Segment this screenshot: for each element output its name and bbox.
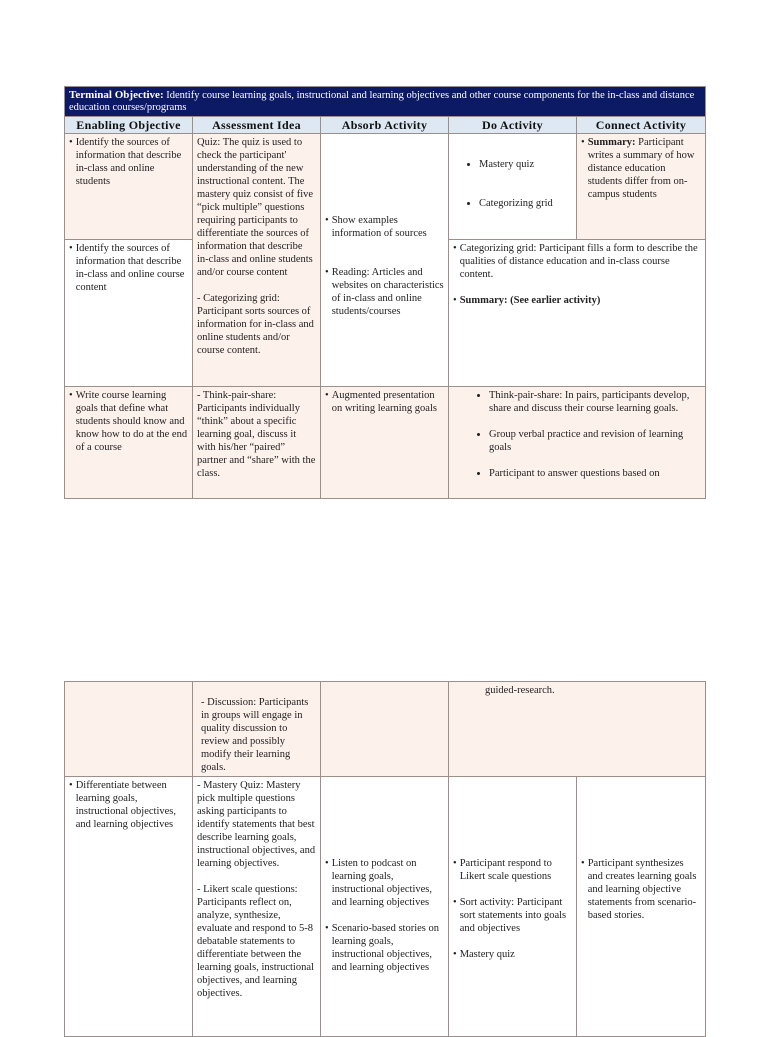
- do-item: Participant respond to Likert scale questions: [459, 858, 552, 882]
- header-absorb-activity: Absorb Activity: [321, 117, 449, 134]
- objectives-table-2: [64, 681, 706, 1037]
- assessment-idea-cell: [193, 777, 321, 1037]
- enabling-objective-cell: • Differentiate between learning goals, instructional objectives, and learning objectives: [65, 777, 193, 1037]
- do-item: Mastery quiz: [459, 949, 515, 960]
- assessment-mastery-quiz: - Mastery Quiz: Mastery pick multiple questions asking participants to identify statements that best describe learning goals, instructional objectives, and learning objectives.: [197, 780, 316, 869]
- absorb-item: Augmented presentation on writing learning goals: [331, 390, 437, 414]
- guided-research-text: guided-research.: [485, 685, 555, 696]
- absorb-item: Show examples information of sources: [331, 215, 427, 239]
- assessment-idea-cell: [193, 387, 321, 499]
- do-item: • Participant to answer questions based on: [489, 467, 695, 480]
- do-item: Sort activity: Participant sort statements into goals and objectives: [459, 897, 567, 934]
- assessment-think-pair-share: - Think-pair-share: Participants individually “think” about a specific learning goal, discuss it with his/her “paired” partner and “share” with the class.: [197, 390, 316, 479]
- enabling-objective-cell: • Identify the sources of information that describe in-class and online course content: [65, 240, 193, 387]
- enabling-objective-text: Write course learning goals that define what students should know and know how to do at the end of a course: [75, 390, 188, 453]
- connect-text: Participant synthesizes and creates learning goals and learning objective statements from scenario-based stories.: [587, 858, 697, 921]
- assessment-idea-cell: [193, 682, 321, 777]
- connect-summary-label: Summary:: [587, 137, 636, 148]
- absorb-item: Listen to podcast on learning goals, instructional objectives, and learning objectives: [331, 858, 432, 908]
- assessment-discussion-text: - Discussion: Participants in groups will engage in quality discussion to review and possibly modify their learning goals.: [201, 697, 309, 773]
- do-activity-cell: [449, 134, 577, 240]
- header-do-activity: Do Activity: [449, 117, 577, 134]
- summary-see-earlier-text: Summary: (See earlier activity): [459, 295, 601, 306]
- categorizing-grid-text: Categorizing grid: Participant fills a form to describe the qualities of distance education and in-class course content.: [459, 243, 698, 280]
- do-item: • Mastery quiz: [479, 158, 572, 171]
- do-activity-list: [453, 389, 701, 480]
- header-enabling-objective: Enabling Objective: [65, 117, 193, 134]
- terminal-objective: [65, 87, 706, 117]
- enabling-objective-text: Identify the sources of information that describe in-class and online students: [75, 137, 182, 187]
- terminal-objective-label: Terminal Objective:: [69, 89, 164, 101]
- do-item: • Think-pair-share: In pairs, participants develop, share and discuss their course learning goals.: [489, 389, 695, 415]
- enabling-objective-cell: [65, 682, 193, 777]
- assessment-idea-cell: [193, 134, 321, 387]
- connect-summary-text: Participant writes a summary of how distance education students differ from on-campus students: [587, 137, 695, 200]
- do-connect-activity-cell: [449, 387, 706, 499]
- header-assessment-idea: Assessment Idea: [193, 117, 321, 134]
- do-item: • Categorizing grid: [479, 197, 572, 210]
- objectives-table-1: [64, 86, 706, 499]
- assessment-grid-text: - Categorizing grid: Participant sorts sources of information for in-class and online students and/or course content.: [197, 293, 314, 356]
- enabling-objective-cell: • Identify the sources of information that describe in-class and online students: [65, 134, 193, 240]
- absorb-item: Reading: Articles and websites on characteristics of in-class and online students/courses: [331, 267, 444, 317]
- enabling-objective-cell: • Write course learning goals that define what students should know and know how to do at the end of a course: [65, 387, 193, 499]
- header-connect-activity: Connect Activity: [577, 117, 706, 134]
- enabling-objective-text: Differentiate between learning goals, instructional objectives, and learning objectives: [75, 780, 176, 830]
- absorb-activity-cell: • Show examples information of sources • Reading: Articles and websites on characteristics of in-class and online students/courses: [321, 134, 449, 387]
- absorb-activity-cell: [321, 682, 449, 777]
- do-activity-cell: • Participant respond to Likert scale questions • Sort activity: Participant sort statements into goals and objectives • Mastery quiz: [449, 777, 577, 1037]
- assessment-likert: - Likert scale questions: Participants reflect on, analyze, synthesize, evaluate and respond to 5-8 debatable statements to differentiate between the learning goals, instructional objectives, and learning objectives.: [197, 884, 314, 999]
- assessment-quiz-text: Quiz: The quiz is used to check the participant' understanding of the new instructional content. The mastery quiz consist of five “pick multiple” questions requiring participants to differentiate the sources of information that describe in-class and online students and/or course content: [197, 137, 314, 278]
- enabling-objective-text: Identify the sources of information that describe in-class and online course content: [75, 243, 185, 293]
- do-activity-list: [453, 158, 572, 210]
- absorb-activity-cell: • Listen to podcast on learning goals, instructional objectives, and learning objectives • Scenario-based stories on learning goals, instructional objectives, and learning objectives: [321, 777, 449, 1037]
- do-item: • Group verbal practice and revision of learning goals: [489, 428, 695, 454]
- do-connect-activity-cell: [449, 682, 706, 777]
- connect-activity-cell: • Participant synthesizes and creates learning goals and learning objective statements from scenario-based stories.: [577, 777, 706, 1037]
- do-connect-activity-cell: • Categorizing grid: Participant fills a form to describe the qualities of distance education and in-class course content. • Summary: (See earlier activity): [449, 240, 706, 387]
- terminal-objective-text: Identify course learning goals, instructional and learning objectives and other course components for the in-class and distance education courses/programs: [69, 90, 695, 113]
- absorb-activity-cell: • Augmented presentation on writing learning goals: [321, 387, 449, 499]
- absorb-item: Scenario-based stories on learning goals, instructional objectives, and learning objectives: [331, 923, 439, 973]
- connect-activity-cell: • Summary: Participant writes a summary of how distance education students differ from on-campus students: [577, 134, 706, 240]
